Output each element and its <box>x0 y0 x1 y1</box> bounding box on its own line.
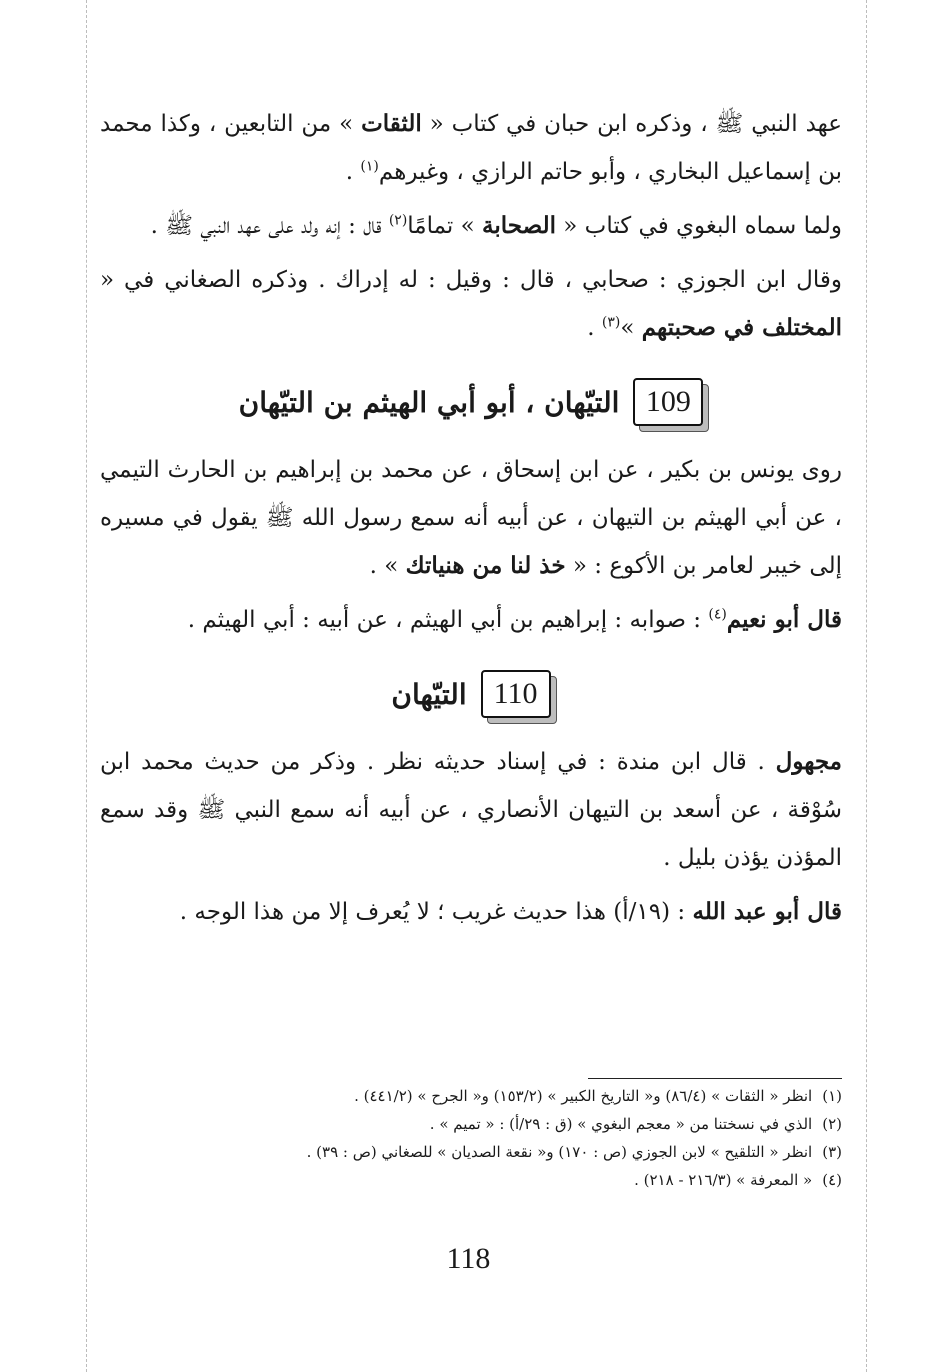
footnote-ref: (٢) <box>388 212 408 229</box>
bold-text: قال أبو عبد الله <box>692 898 842 925</box>
text: . <box>345 159 361 185</box>
bold-text: الثقات <box>361 110 422 137</box>
footnote-text: انظر « التلقيح » لابن الجوزي (ص : ١٧٠) و« نقعة الصديان » للصغاني (ص : ٣٩) . <box>306 1143 813 1161</box>
text: » من التابعين ، وكذا محمد بن إسماعيل البخاري ، وأبو حاتم الرازي ، وغيرهم <box>100 111 842 185</box>
text: . <box>587 315 602 341</box>
footnote-text: الذي في نسختنا من « معجم البغوي » (ق : ٢٩/أ) : « تميم » . <box>429 1115 813 1133</box>
entry-number-box <box>481 670 551 718</box>
text: وقال ابن الجوزي : صحابي ، قال : وقيل : له إدراك . وذكره الصغاني في « <box>100 267 842 293</box>
text: عهد النبي ﷺ ، وذكره ابن حبان في كتاب « <box>421 111 842 137</box>
footnote-number: (٣) <box>822 1143 842 1161</box>
entry-heading-109 <box>100 378 842 426</box>
text: . قال ابن مندة : في إسناد حديثه نظر . وذكر من حديث محمد ابن سُوْقة ، عن أسعد بن التيهان الأنصاري ، عن أبيه أنه سمع النبي ﷺ وقد سمع المؤذن يؤذن بليل . <box>100 749 842 871</box>
footnote-separator <box>588 1078 842 1079</box>
bold-text: قال أبو نعيم <box>726 606 842 633</box>
footnote-number: (٤) <box>822 1171 842 1189</box>
text: » تمامًا <box>407 213 483 239</box>
entry-number-box <box>633 378 703 426</box>
scan-margin-right <box>866 0 867 1372</box>
paragraph-1 <box>100 100 842 196</box>
paragraph-6 <box>100 738 842 882</box>
entry-title: التيّهان ، أبو أبي الهيثم بن التيّهان <box>238 385 620 419</box>
paragraph-7 <box>100 888 842 936</box>
bold-text: الصحابة <box>482 212 556 239</box>
footnote-text: « المعرفة » (٢١٦/٣ - ٢١٨) . <box>634 1171 813 1189</box>
footnote-number: (٢) <box>822 1115 842 1133</box>
footnote <box>100 1166 842 1194</box>
footnote-ref: (٤) <box>708 606 727 623</box>
paragraph-3 <box>100 256 842 352</box>
main-text <box>100 100 842 936</box>
paragraph-5 <box>100 596 842 644</box>
paragraph-2 <box>100 202 842 250</box>
entry-number: 109 <box>633 378 703 426</box>
text: ولما سماه البغوي في كتاب « <box>555 213 842 239</box>
entry-number: 110 <box>481 670 551 718</box>
scan-margin-left <box>86 0 87 1372</box>
footnote <box>100 1110 842 1138</box>
text: : صوابه : إبراهيم بن أبي الهيثم ، عن أبيه : أبي الهيثم . <box>187 607 709 633</box>
text: روى يونس بن بكير ، عن ابن إسحاق ، عن محمد بن إبراهيم بن الحارث التيمي ، عن أبي الهيثم بن التيهان ، عن أبيه أنه سمع رسول الله ﷺ يقول في مسيره إلى خيبر لعامر بن الأكوع : « <box>100 457 842 579</box>
text: » <box>620 315 642 341</box>
paragraph-4 <box>100 446 842 590</box>
footnote-ref: (٣) <box>601 314 621 331</box>
bold-text: مجهول <box>775 748 842 775</box>
footnote <box>100 1138 842 1166</box>
footnote-text: انظر « الثقات » (٨٦/٤) و« التاريخ الكبير » (١٥٣/٢) و« الجرح » (٤٤١/٢) . <box>354 1087 813 1105</box>
page-number: 118 <box>446 1242 491 1275</box>
text: » . <box>369 553 406 579</box>
entry-title: التيّهان <box>391 677 467 711</box>
text: قال : إنه ولد على عهد النبي ﷺ . <box>150 213 389 239</box>
bold-text: المختلف في صحبتهم <box>641 314 842 341</box>
footnote-ref: (١) <box>360 158 379 175</box>
footnote-number: (١) <box>822 1087 842 1105</box>
bold-text: خذ لنا من هنياتك <box>405 552 566 579</box>
footnote <box>100 1082 842 1110</box>
text: : (١٩/أ) هذا حديث غريب ؛ لا يُعرف إلا من هذا الوجه . <box>179 899 693 925</box>
entry-heading-110 <box>100 670 842 718</box>
footnotes <box>100 1082 842 1194</box>
